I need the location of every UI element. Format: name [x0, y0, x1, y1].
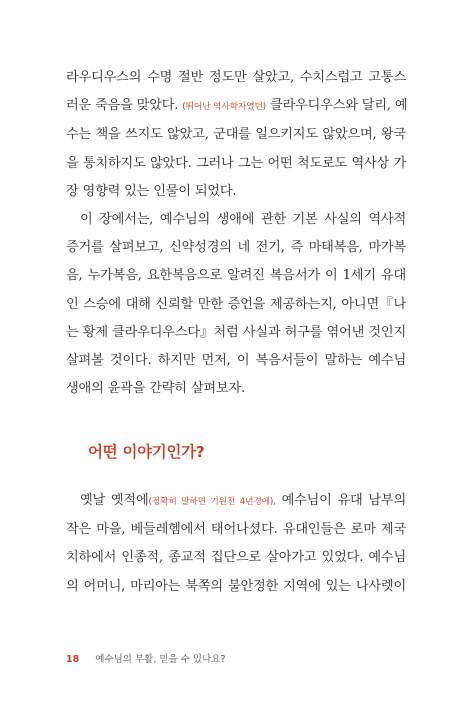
text-line: 생애의 윤곽을 간략히 살펴보자.	[66, 381, 245, 397]
paragraph-2	[66, 206, 406, 403]
text-line: 음, 누가복음, 요한복음으로 알려진 복음서가 이 1세기 유대	[66, 268, 406, 284]
text-line: 장 영향력 있는 인물이 되었다.	[66, 183, 237, 199]
editor-note: (정확히 말하면 기원전 4년경에),	[148, 497, 276, 507]
text-line: 살펴볼 것이다. 하지만 먼저, 이 복음서들이 말하는 예수님	[66, 353, 406, 369]
text-line: 이 장에서는, 예수님의 생애에 관한 기본 사실의 역사적	[80, 212, 406, 227]
book-title: 예수님의 부활, 믿을 수 있나요?	[95, 654, 226, 665]
text-line: 는 황제 클라우디우스다』처럼 사실과 허구를 엮어낸 것인지	[66, 324, 406, 340]
text-line: 라우디우스의 수명 절반 정도만 살았고, 수치스럽고 고통스	[66, 70, 406, 85]
text-line: 의 어머니, 마리아는 북쪽의 불안정한 지역에 있는 나사렛이	[66, 578, 406, 594]
text-line: 증거를 살펴보고, 신약성경의 네 전기, 즉 마태복음, 마가복	[66, 240, 406, 256]
paragraph-1	[66, 64, 406, 206]
section-heading: 어떤 이야기인가?	[88, 443, 205, 461]
page-footer	[66, 651, 226, 665]
text-line: 수는 책을 쓰지도 않았고, 군대를 일으키지도 않았으며, 왕국	[66, 127, 406, 143]
page-number: 18	[66, 654, 80, 665]
text-line: 치하에서 인종적, 종교적 집단으로 살아가고 있었다. 예수님	[66, 550, 406, 566]
text-line: 러운 죽음을 맞았다. (뛰어난 역사학자였던) 클라우디우스와 달리, 예	[66, 98, 408, 114]
text-line: 을 통치하지도 않았다. 그러나 그는 어떤 척도로도 역사상 가	[66, 155, 406, 171]
paragraph-3	[66, 487, 406, 601]
text-line: 작은 마을, 베들레헴에서 태어나셨다. 유대인들은 로마 제국	[66, 522, 406, 538]
text-line: 옛날 옛적에(정확히 말하면 기원전 4년경에), 예수님이 유대 남부의	[80, 493, 407, 508]
editor-note: (뛰어난 역사학자였던)	[182, 102, 267, 113]
text-line: 인 스승에 대해 신뢰할 만한 증언을 제공하는지, 아니면『나	[66, 296, 406, 312]
